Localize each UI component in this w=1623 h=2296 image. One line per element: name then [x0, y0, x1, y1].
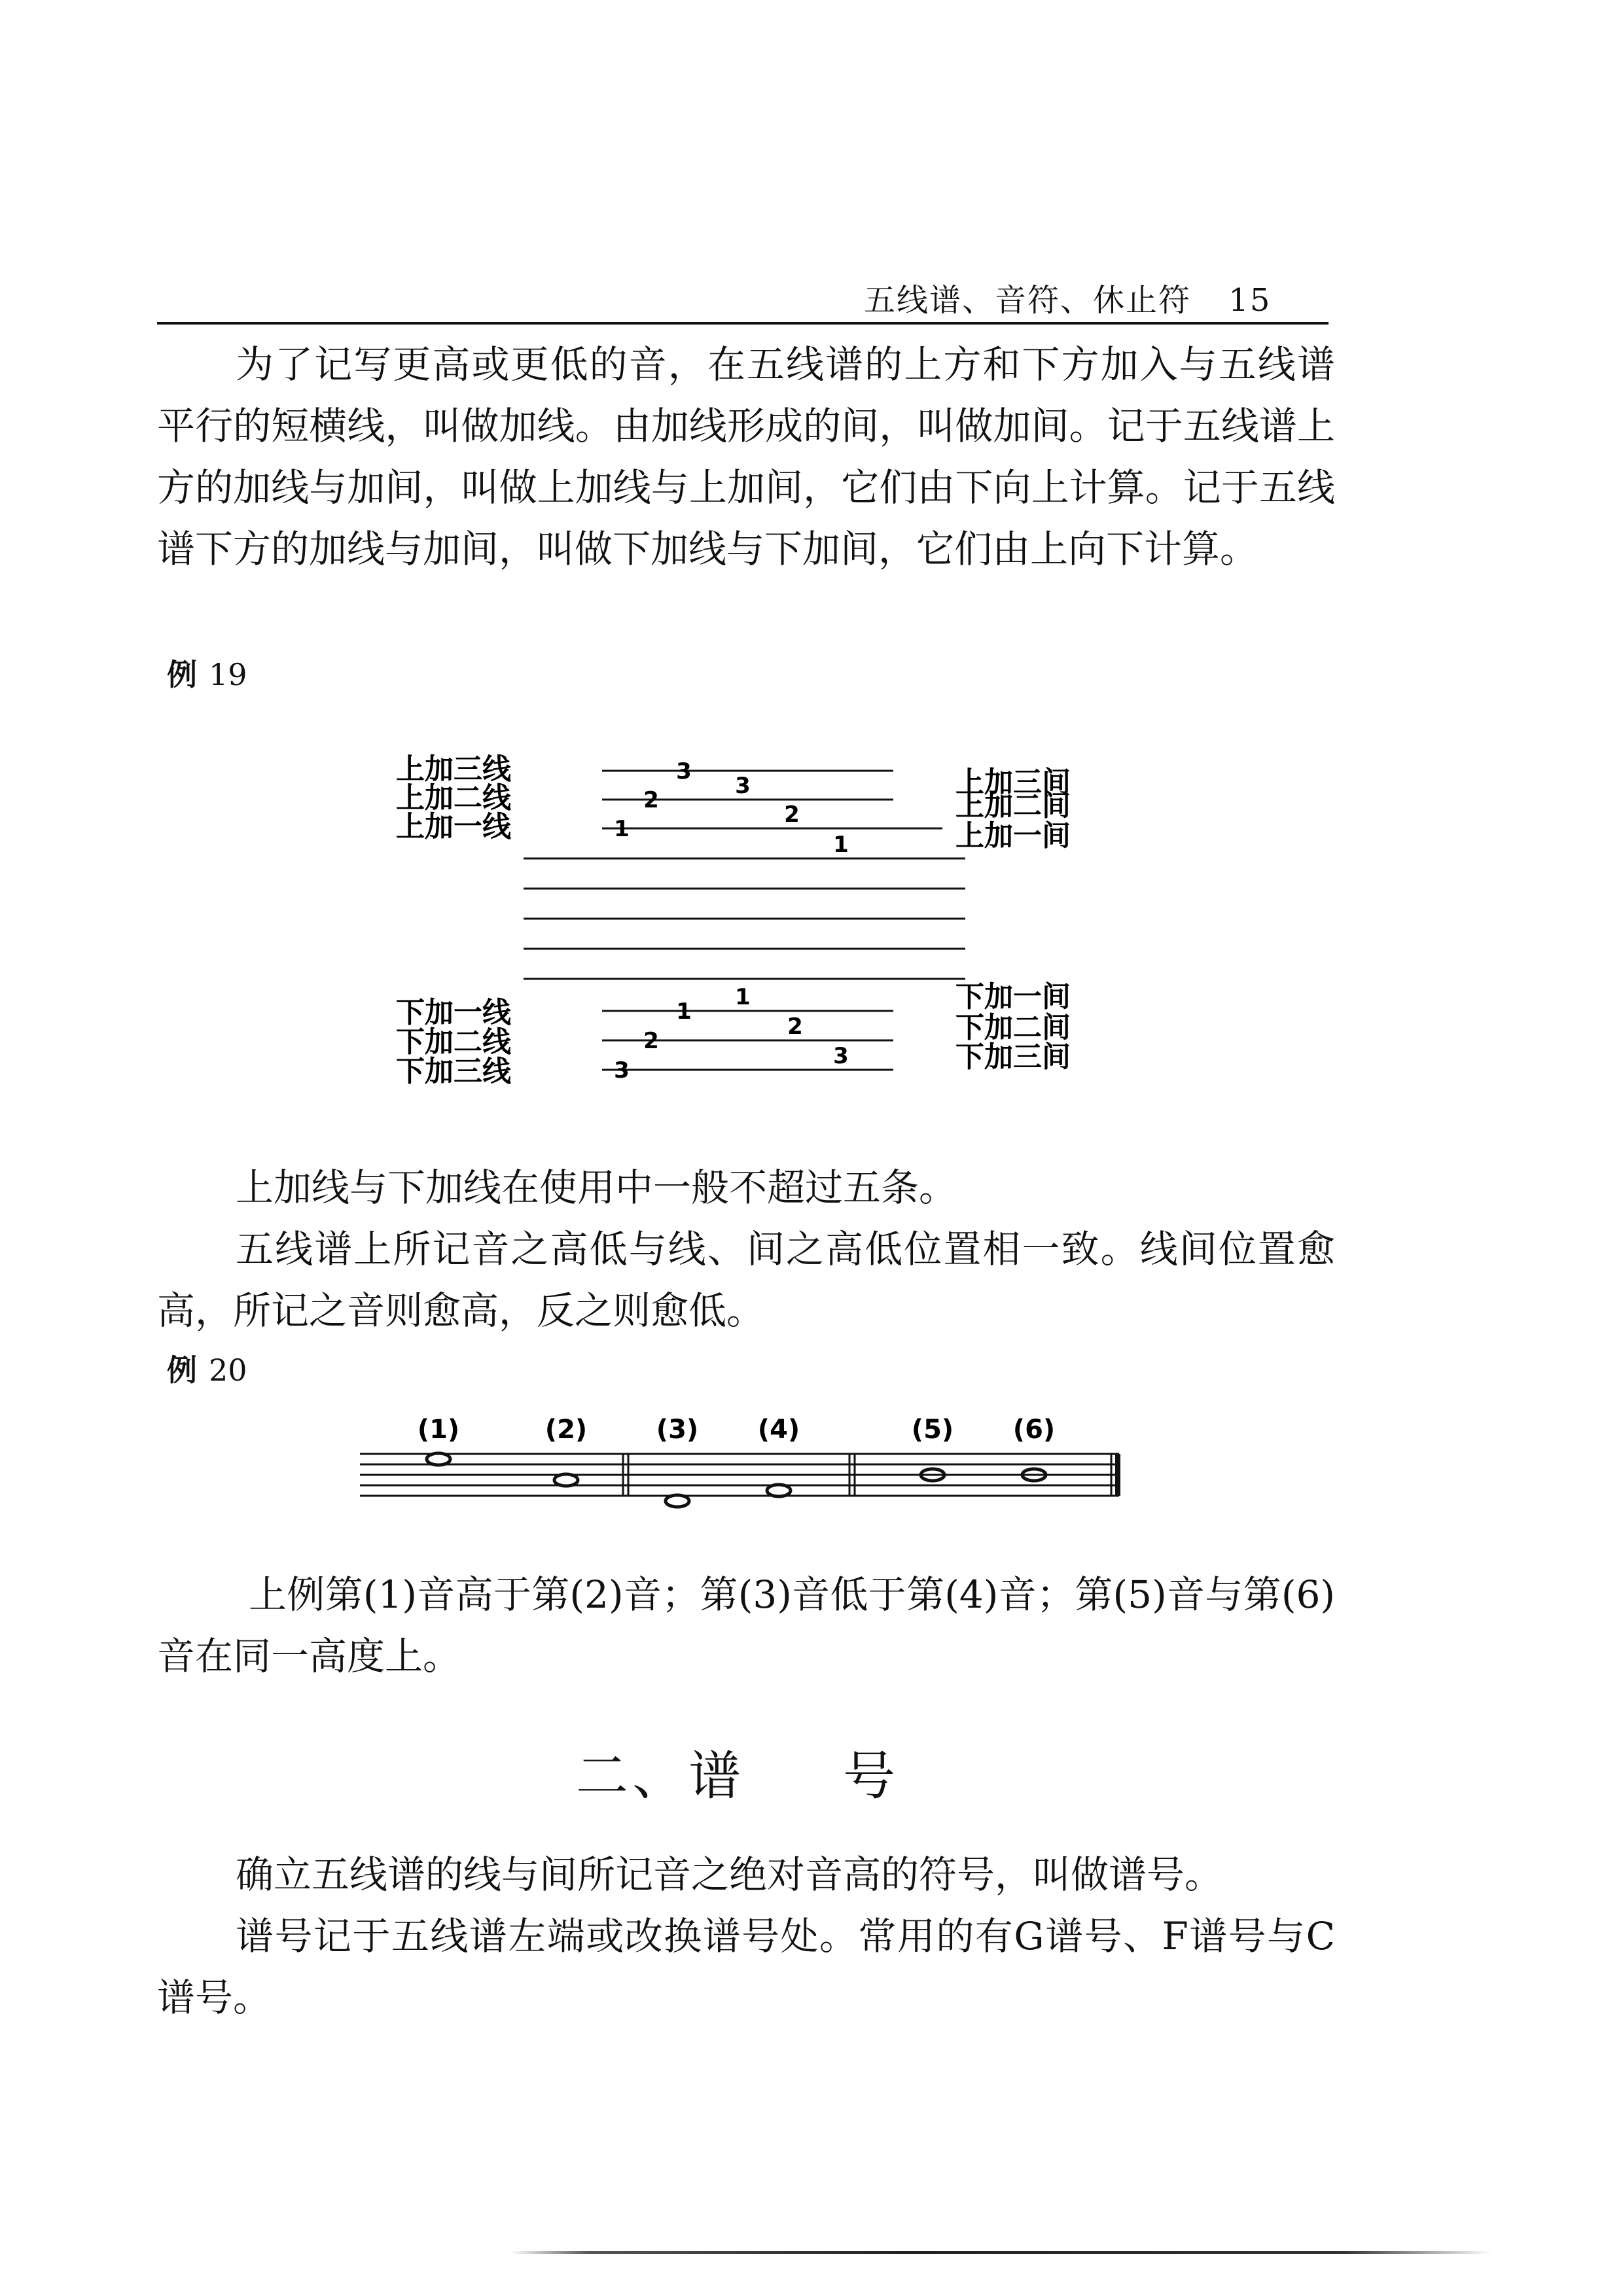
note-label-1: (1) — [417, 1415, 460, 1445]
example-19-diagram — [386, 739, 1106, 1106]
paragraph-example-explanation: 上例第(1)音高于第(2)音；第(3)音低于第(4)音；第(5)音与第(6)音在同一高度上。 — [157, 1572, 1335, 1678]
bottom-scan-line — [510, 2251, 1492, 2254]
lower-line-number-3: 3 — [614, 1057, 630, 1084]
section-title-char-2: 号 — [843, 1746, 899, 1807]
upper-space-number-2: 2 — [784, 802, 800, 828]
label-lower-line-3: 下加三线 — [396, 1055, 511, 1088]
section-number: 二、 — [576, 1746, 688, 1807]
example-19-number: 19 — [209, 657, 247, 692]
example-19-label — [167, 651, 247, 694]
lower-space-number-3: 3 — [833, 1043, 849, 1069]
label-lower-space-3: 下加三间 — [955, 1040, 1071, 1074]
section-title — [576, 1734, 899, 1809]
label-lower-space-2: 下加二间 — [955, 1011, 1071, 1044]
upper-space-number-3: 3 — [735, 773, 751, 799]
staff-lines — [360, 1454, 1119, 1496]
paragraph-clef-definition: 确立五线谱的线与间所记音之绝对音高的符号，叫做谱号。 — [236, 1852, 1223, 1897]
label-lower-space-1: 下加一间 — [955, 980, 1071, 1014]
example-20-staff — [353, 1413, 1139, 1518]
lower-space-number-2: 2 — [787, 1014, 803, 1040]
label-upper-space-2: 上加二间 — [955, 789, 1071, 822]
upper-line-number-2: 2 — [643, 787, 659, 813]
example-20-number: 20 — [209, 1352, 247, 1388]
label-upper-line-2: 上加二线 — [396, 781, 511, 815]
label-upper-space-1: 上加一间 — [955, 819, 1071, 853]
note-label-4: (4) — [757, 1415, 800, 1445]
whole-note-2 — [554, 1474, 578, 1486]
label-upper-space-3: 上加三间 — [955, 766, 1071, 799]
note-label-2: (2) — [544, 1415, 588, 1445]
lower-line-number-1: 1 — [676, 998, 692, 1025]
example-19-prefix: 例 — [167, 657, 197, 692]
paragraph-ledger-limit: 上加线与下加线在使用中一般不超过五条。 — [236, 1165, 957, 1210]
example-20-prefix: 例 — [167, 1352, 197, 1388]
label-upper-line-3: 上加三线 — [396, 752, 511, 786]
section-title-char-1: 谱 — [688, 1746, 745, 1807]
lower-space-number-1: 1 — [735, 984, 751, 1010]
label-lower-line-1: 下加一线 — [396, 996, 511, 1029]
note-label-6: (6) — [1012, 1415, 1056, 1445]
note-label-5: (5) — [911, 1415, 954, 1445]
page-number: 15 — [1228, 282, 1272, 319]
paragraph-pitch-position: 五线谱上所记音之高低与线、间之高低位置相一致。线间位置愈高，所记之音则愈高，反之则愈低。 — [157, 1227, 1335, 1333]
paragraph-clef-types: 谱号记于五线谱左端或改换谱号处。常用的有G谱号、F谱号与C谱号。 — [157, 1914, 1335, 2020]
label-upper-line-1: 上加一线 — [396, 810, 511, 843]
upper-space-number-1: 1 — [833, 832, 849, 858]
running-header — [864, 275, 1271, 320]
note-label-3: (3) — [656, 1415, 699, 1445]
upper-line-number-3: 3 — [676, 758, 692, 785]
whole-note-1 — [427, 1453, 450, 1465]
lower-line-number-2: 2 — [643, 1028, 659, 1054]
whole-note-3 — [666, 1495, 689, 1507]
whole-note-4 — [767, 1485, 791, 1496]
upper-line-number-1: 1 — [614, 816, 630, 842]
example-20-label — [167, 1347, 247, 1390]
header-title: 五线谱、音符、休止符 — [864, 282, 1192, 319]
label-lower-line-2: 下加二线 — [396, 1025, 511, 1059]
paragraph-ledger-lines: 为了记写更高或更低的音，在五线谱的上方和下方加入与五线谱平行的短横线，叫做加线。由加线形成的间，叫做加间。记于五线谱上方的加线与加间，叫做上加线与上加间，它们由下向上计算。记于五线谱下方的加线与加间，叫做下加线与下加间，它们由上向下计算。 — [157, 342, 1335, 571]
header-rule — [157, 322, 1329, 325]
